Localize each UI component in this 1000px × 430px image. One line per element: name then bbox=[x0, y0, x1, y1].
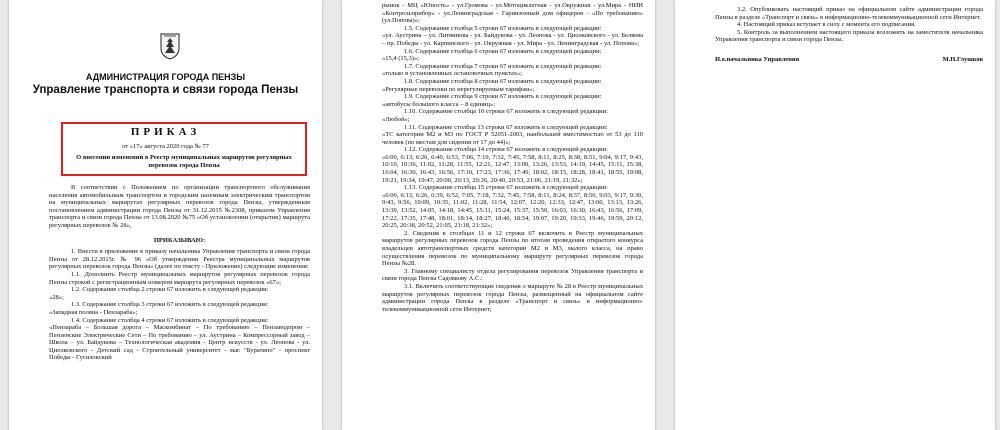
document-page-1 bbox=[9, 0, 322, 430]
paragraph: 1.3. Содержание столбца 3 строки 67 изложить в следующей редакции: bbox=[71, 301, 269, 309]
prikaz-title: ПРИКАЗ bbox=[130, 126, 201, 138]
page2-body bbox=[382, 2, 643, 313]
paragraph: 3. Главному специалисту отдела регулирования перевозок Управления транспорта и связи города Пензы Садовкову А.С.: bbox=[382, 267, 643, 283]
signature-line bbox=[715, 56, 983, 64]
paragraph: 1.5. Содержание столбца 5 строки 67 изложить в следующей редакции: bbox=[404, 24, 602, 32]
prikaz-date: от «17» августа 2020 года № 77 bbox=[122, 143, 209, 150]
paragraph: «только в установленных остановочных пунктах»; bbox=[382, 70, 523, 78]
paragraph: 1.10. Содержание столбца 10 строки 67 изложить в следующей редакции: bbox=[404, 108, 608, 116]
paragraph: 1.4. Содержание столбца 4 строки 67 изложить в следующей редакции: bbox=[71, 316, 269, 324]
paragraph: «Регулярные перевозки по нерегулируемым тарифам»; bbox=[382, 85, 535, 93]
document-page-2 bbox=[342, 0, 655, 430]
page1-body bbox=[49, 184, 310, 362]
paragraph: 4. Настоящий приказ вступает в силу с момента его подписания. bbox=[737, 21, 916, 29]
paragraph: 3.1. Включить соответствующие сведения о маршруте № 28 в Реестр муниципальных маршрутов регулярных перевозок города Пензы, размещенный на официальном сайте администрации города Пензы в разделе «Транспорт и связь» в информационно-телекоммуникационной сети Интернет; bbox=[382, 282, 643, 313]
prikaz-subject: О внесении изменений в Реестр муниципальных маршрутов регулярных перевозок города Пензы bbox=[76, 154, 292, 169]
org-department: Управление транспорта и связи города Пензы bbox=[32, 84, 299, 96]
paragraph: 1.2. Содержание столбца 2 строки 67 изложить в следующей редакции: bbox=[71, 286, 269, 294]
paragraph: 1.13. Содержание столбца 15 строки 67 изложить в следующей редакции: bbox=[404, 184, 608, 192]
paragraph: 3.2. Опубликовать настоящий приказ на официальном сайте администрации города Пензы в разделе «Транспорт и связь» в информационно-телекоммуникационной сети Интернет. bbox=[715, 6, 983, 21]
paragraph: «6:00, 6:13, 6:26, 6:39, 6:52, 7:05, 7:18, 7:32, 7:45, 7:58, 8:11, 8:24, 8:37, 8:50, 9:03, 9:17, 9:30, 9:43, 9:56, 10:09, 10:35, 11:02, 11:28, 11:54, 12:07, 12:20, 12:33, 12:47, 13:00, 13:13, 13:26, 13:39, 13:52, 14:05, 14:18, 14:45, 15:11, 15:24, 15:37, 15:50, 16:03, 16:30, 16:43, 16:56, 17:09, 17:22, 17:35, 17:48, 18:01, 18:14, 18:27, 18:40, 18:54, 19:07, 19:20, 19:33, 19:46, 19:59, 20:12, 20:25, 20:38, 20:52, 21:05, 21:18, 21:32»; bbox=[382, 191, 643, 230]
paragraph: «Пензараба – Большая дорога – Маскомбинат – По требованию – Пензаводпром – Пензенские Электрические Сети – По требованию – ул. Аустрина – Компрессорный завод – Школа – ул. Байдукова – Технологическая академия - Центр искусств - ул. Леонова - ул. Циолковского - Детский сад - Строительный университет - маг. "Буратино" - проспект Победы - Гусиловский bbox=[49, 324, 310, 362]
penza-coat-of-arms-icon bbox=[159, 32, 181, 60]
paragraph: «ТС категории М2 и М3 по ГОСТ Р 52051-2003, наибольшей вместимостью от 53 до 110 человек (по местам для сидения от 17 до 44)»; bbox=[382, 131, 643, 146]
paragraph: 1.11. Содержание столбца 13 строки 67 изложить в следующей редакции: bbox=[404, 123, 608, 131]
paragraph: «15,4 (15,3)»; bbox=[382, 55, 420, 63]
paragraph: «Любой»; bbox=[382, 115, 410, 123]
preamble: В соответствии с Положением по организации транспортного обслуживания населения автомобильным транспортом и городским наземным электрическим транспортом на муниципальных маршрутах регулярных перевозок города Пензы, утвержденным постановлением администрации города Пензы от 31.12.2015 №2308, приказом Управления транспорта и связи города Пензы от 13.08.2020 №75 «Об установлении (открытии) маршрута регулярных перевозок № 28», bbox=[49, 184, 310, 229]
signature-name: М.Н.Глушков bbox=[942, 55, 983, 63]
paragraph: 1. Внести в приложение к приказу начальника Управления транспорта и связи города Пензы от 28.12.2015г. № 96 «Об утверждении Реестра муниципальных маршрутов регулярных перевозок города Пензы» (далее по тексту - Приложение) следующие изменения: bbox=[49, 248, 310, 271]
paragraph: 1.12. Содержание столбца 14 строки 67 изложить в следующей редакции: bbox=[404, 146, 608, 154]
paragraph: «автобусы большого класса – 8 единиц»; bbox=[382, 100, 496, 108]
paragraph: «6:00, 6:13, 6:26, 6:40, 6:53, 7:06, 7:19, 7:32, 7:45, 7:58, 8:11, 8:25, 8:38, 8:51, 9:04, 9:17, 9:43, 10:10, 10:36, 11:02, 11:28, 11:55, 12:21, 12:47, 13:00, 13:26, 13:53, 14:19, 14:45, 15:11, 15:38, 16:04, 16:30, 16:43, 16:56, 17:10, 17:23, 17:36, 17:49, 18:02, 18:15, 18:28, 18:41, 18:55, 19:08, 19:21, 19:34, 19:47, 20:00, 20:13, 20:26, 20:40, 20:53, 21:06, 21:19, 21:32»; bbox=[382, 153, 643, 184]
signature-title: И.о.начальника Управления bbox=[715, 55, 800, 63]
document-page-3 bbox=[675, 0, 995, 430]
prikazyvayu-heading: ПРИКАЗЫВАЮ: bbox=[153, 236, 206, 244]
paragraph: 1.7. Содержание столбца 7 строки 67 изложить в следующей редакции: bbox=[404, 62, 602, 70]
paragraph: «Западная поляна - Пензараба»; bbox=[49, 308, 138, 316]
paragraph: 5. Контроль за выполнением настоящего приказа возложить на заместителя начальника Управления транспорта и связи города Пензы. bbox=[715, 28, 983, 44]
paragraph: 1.8. Содержание столбца 8 строки 67 изложить в следующей редакции: bbox=[404, 77, 602, 85]
paragraph: 1.9. Содержание столбца 9 строки 67 изложить в следующей редакции: bbox=[404, 93, 602, 101]
page3-paragraphs bbox=[715, 6, 983, 44]
paragraph: рынок - МЦ «Юность» - ул.Громова - ул.Мотоциклетная - ул.Окружная - ул.Мира - НИИ «Контрольприбор» - ул.Ленинградская - Гарнизонный дом офицеров - «По требованию» (ул.Попова)»; bbox=[382, 2, 643, 25]
page3-body bbox=[715, 6, 983, 64]
paragraph: 1.6. Содержание столбца 6 строки 67 изложить в следующей редакции: bbox=[404, 47, 602, 55]
page1-items bbox=[49, 248, 310, 362]
paragraph: «28»; bbox=[49, 293, 64, 301]
paragraph: «ул. Аустрина – ул. Литвинова - ул. Байдукова - ул. Леонова - ул. Циолковского - ул. Беляева – пр. Победы - ул. Карпинского - ул. Окружная - ул. Мира - ул. Ленинградская - ул. Попова»; bbox=[382, 32, 643, 47]
paragraph: 2. Сведения в столбцах 11 и 12 строки 67 включить в Реестр муниципальных маршрутов регулярных перевозок города Пензы по итогам проведения открытого конкурса владельцев автотранспортных средств категории М2 и М3, малого класса, на право осуществления перевозок по муниципальному маршруту регулярных перевозок города Пензы №28. bbox=[382, 229, 643, 268]
paragraph: 1.1. Дополнить Реестр муниципальных маршрутов регулярных перевозок города Пензы строкой с регистрационным номером маршрута регулярных перевозок «67»; bbox=[49, 270, 310, 286]
org-name: АДМИНИСТРАЦИЯ ГОРОДА ПЕНЗЫ bbox=[85, 72, 246, 82]
